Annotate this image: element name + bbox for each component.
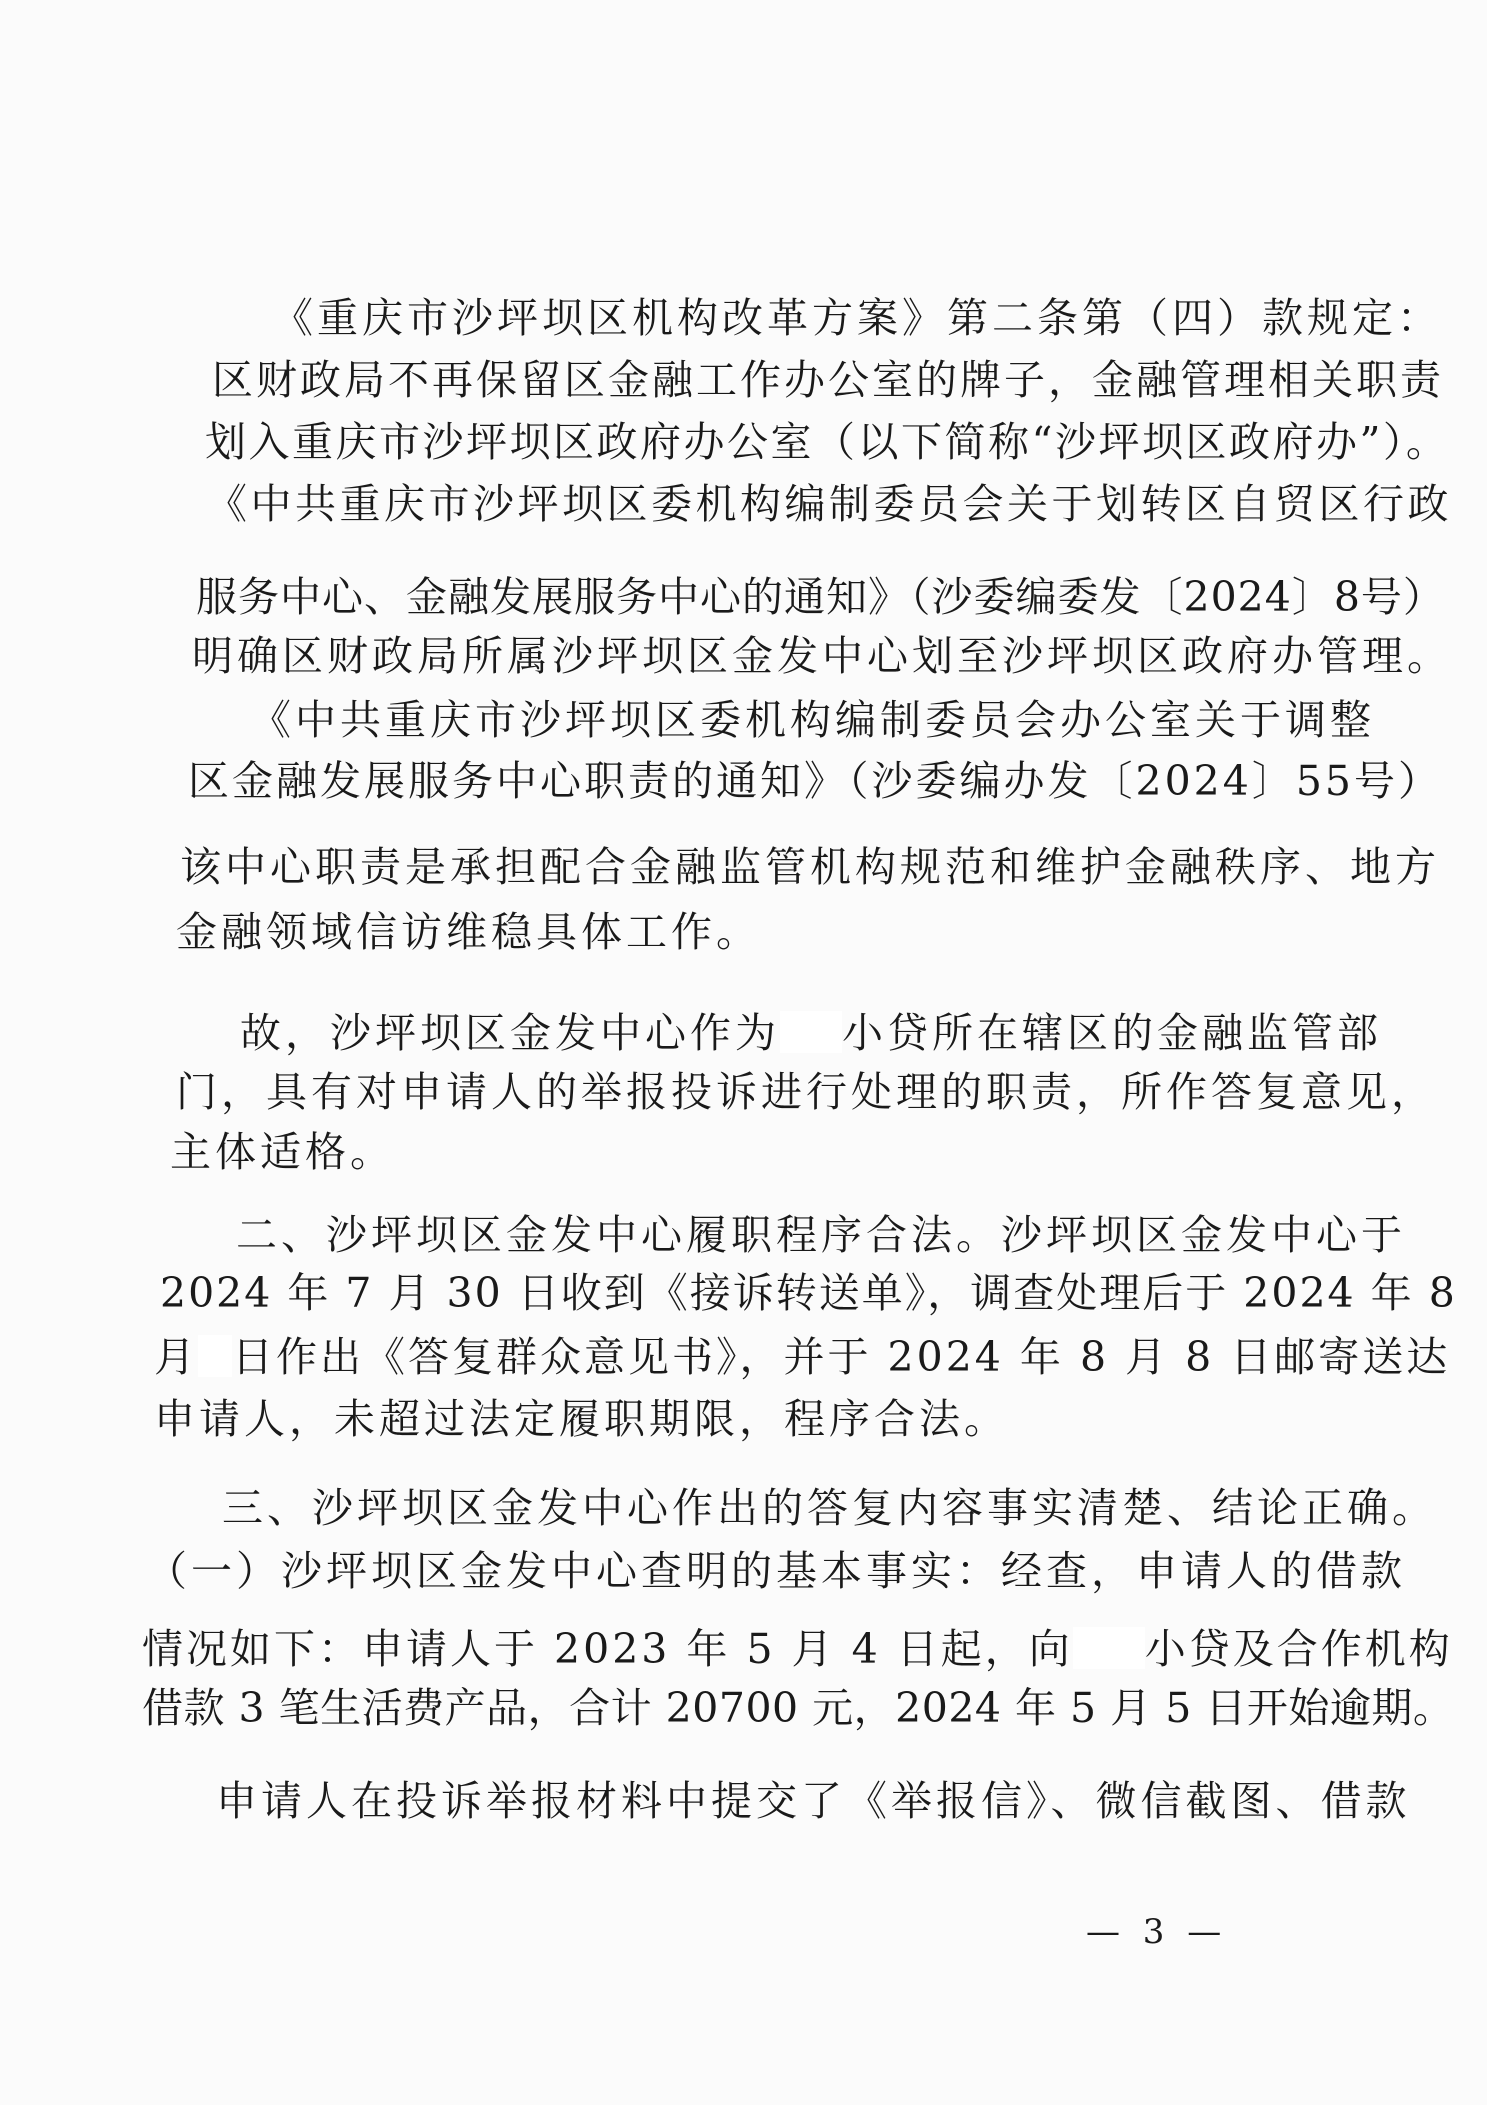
text-line-redacted bbox=[142, 1623, 1453, 1675]
text-line: 2024 年 7 月 30 日收到《接诉转送单》，调查处理后于 2024 年 8 bbox=[160, 1269, 1457, 1317]
text-segment: 小贷所在辖区的金融监管部 bbox=[842, 1009, 1382, 1057]
text-line: 《中共重庆市沙坪坝区委机构编制委员会办公室关于调整 bbox=[250, 696, 1375, 744]
text-segment: 月 bbox=[154, 1333, 198, 1381]
text-line-redacted bbox=[154, 1331, 1450, 1383]
text-line: 服务中心、金融发展服务中心的通知》（沙委编委发〔2024〕8号） bbox=[196, 573, 1445, 621]
page-number: — 3 — bbox=[1086, 1912, 1228, 1952]
text-line: 借款 3 笔生活费产品，合计 20700 元，2024 年 5 月 5 日开始逾期。 bbox=[142, 1684, 1455, 1732]
text-line: 《重庆市沙坪坝区机构改革方案》第二条第（四）款规定： bbox=[272, 294, 1442, 342]
redaction-box bbox=[1073, 1627, 1145, 1669]
text-segment: 情况如下：申请人于 2023 年 5 月 4 日起，向 bbox=[142, 1625, 1073, 1673]
text-line: 区金融发展服务中心职责的通知》（沙委编办发〔2024〕55号） bbox=[188, 757, 1443, 805]
redaction-box bbox=[198, 1335, 232, 1377]
text-line: 区财政局不再保留区金融工作办公室的牌子，金融管理相关职责 bbox=[212, 356, 1444, 404]
text-segment: 日作出《答复群众意见书》，并于 2024 年 8 月 8 日邮寄送达 bbox=[232, 1333, 1451, 1381]
text-line: （一）沙坪坝区金发中心查明的基本事实：经查，申请人的借款 bbox=[146, 1547, 1406, 1595]
text-segment: 小贷及合作机构 bbox=[1144, 1625, 1453, 1673]
text-line: 划入重庆市沙坪坝区政府办公室（以下简称“沙坪坝区政府办”）。 bbox=[205, 418, 1450, 466]
text-line: 明确区财政局所属沙坪坝区金发中心划至沙坪坝区政府办管理。 bbox=[192, 632, 1452, 680]
text-line: 《中共重庆市沙坪坝区委机构编制委员会关于划转区自贸区行政 bbox=[206, 480, 1452, 528]
text-line: 二、沙坪坝区金发中心履职程序合法。沙坪坝区金发中心于 bbox=[236, 1211, 1406, 1259]
text-line: 门，具有对申请人的举报投诉进行处理的职责，所作答复意见， bbox=[176, 1068, 1436, 1116]
redaction-box bbox=[780, 1011, 842, 1053]
text-line-redacted bbox=[240, 1007, 1382, 1059]
text-line: 金融领域信访维稳具体工作。 bbox=[176, 908, 761, 956]
text-line: 申请人在投诉举报材料中提交了《举报信》、微信截图、借款 bbox=[216, 1777, 1411, 1825]
text-line: 该中心职责是承担配合金融监管机构规范和维护金融秩序、地方 bbox=[180, 843, 1440, 891]
text-line: 申请人，未超过法定履职期限，程序合法。 bbox=[154, 1395, 1009, 1443]
text-line: 主体适格。 bbox=[170, 1128, 395, 1176]
text-line: 三、沙坪坝区金发中心作出的答复内容事实清楚、结论正确。 bbox=[222, 1484, 1437, 1532]
text-segment: 故，沙坪坝区金发中心作为 bbox=[240, 1009, 780, 1057]
